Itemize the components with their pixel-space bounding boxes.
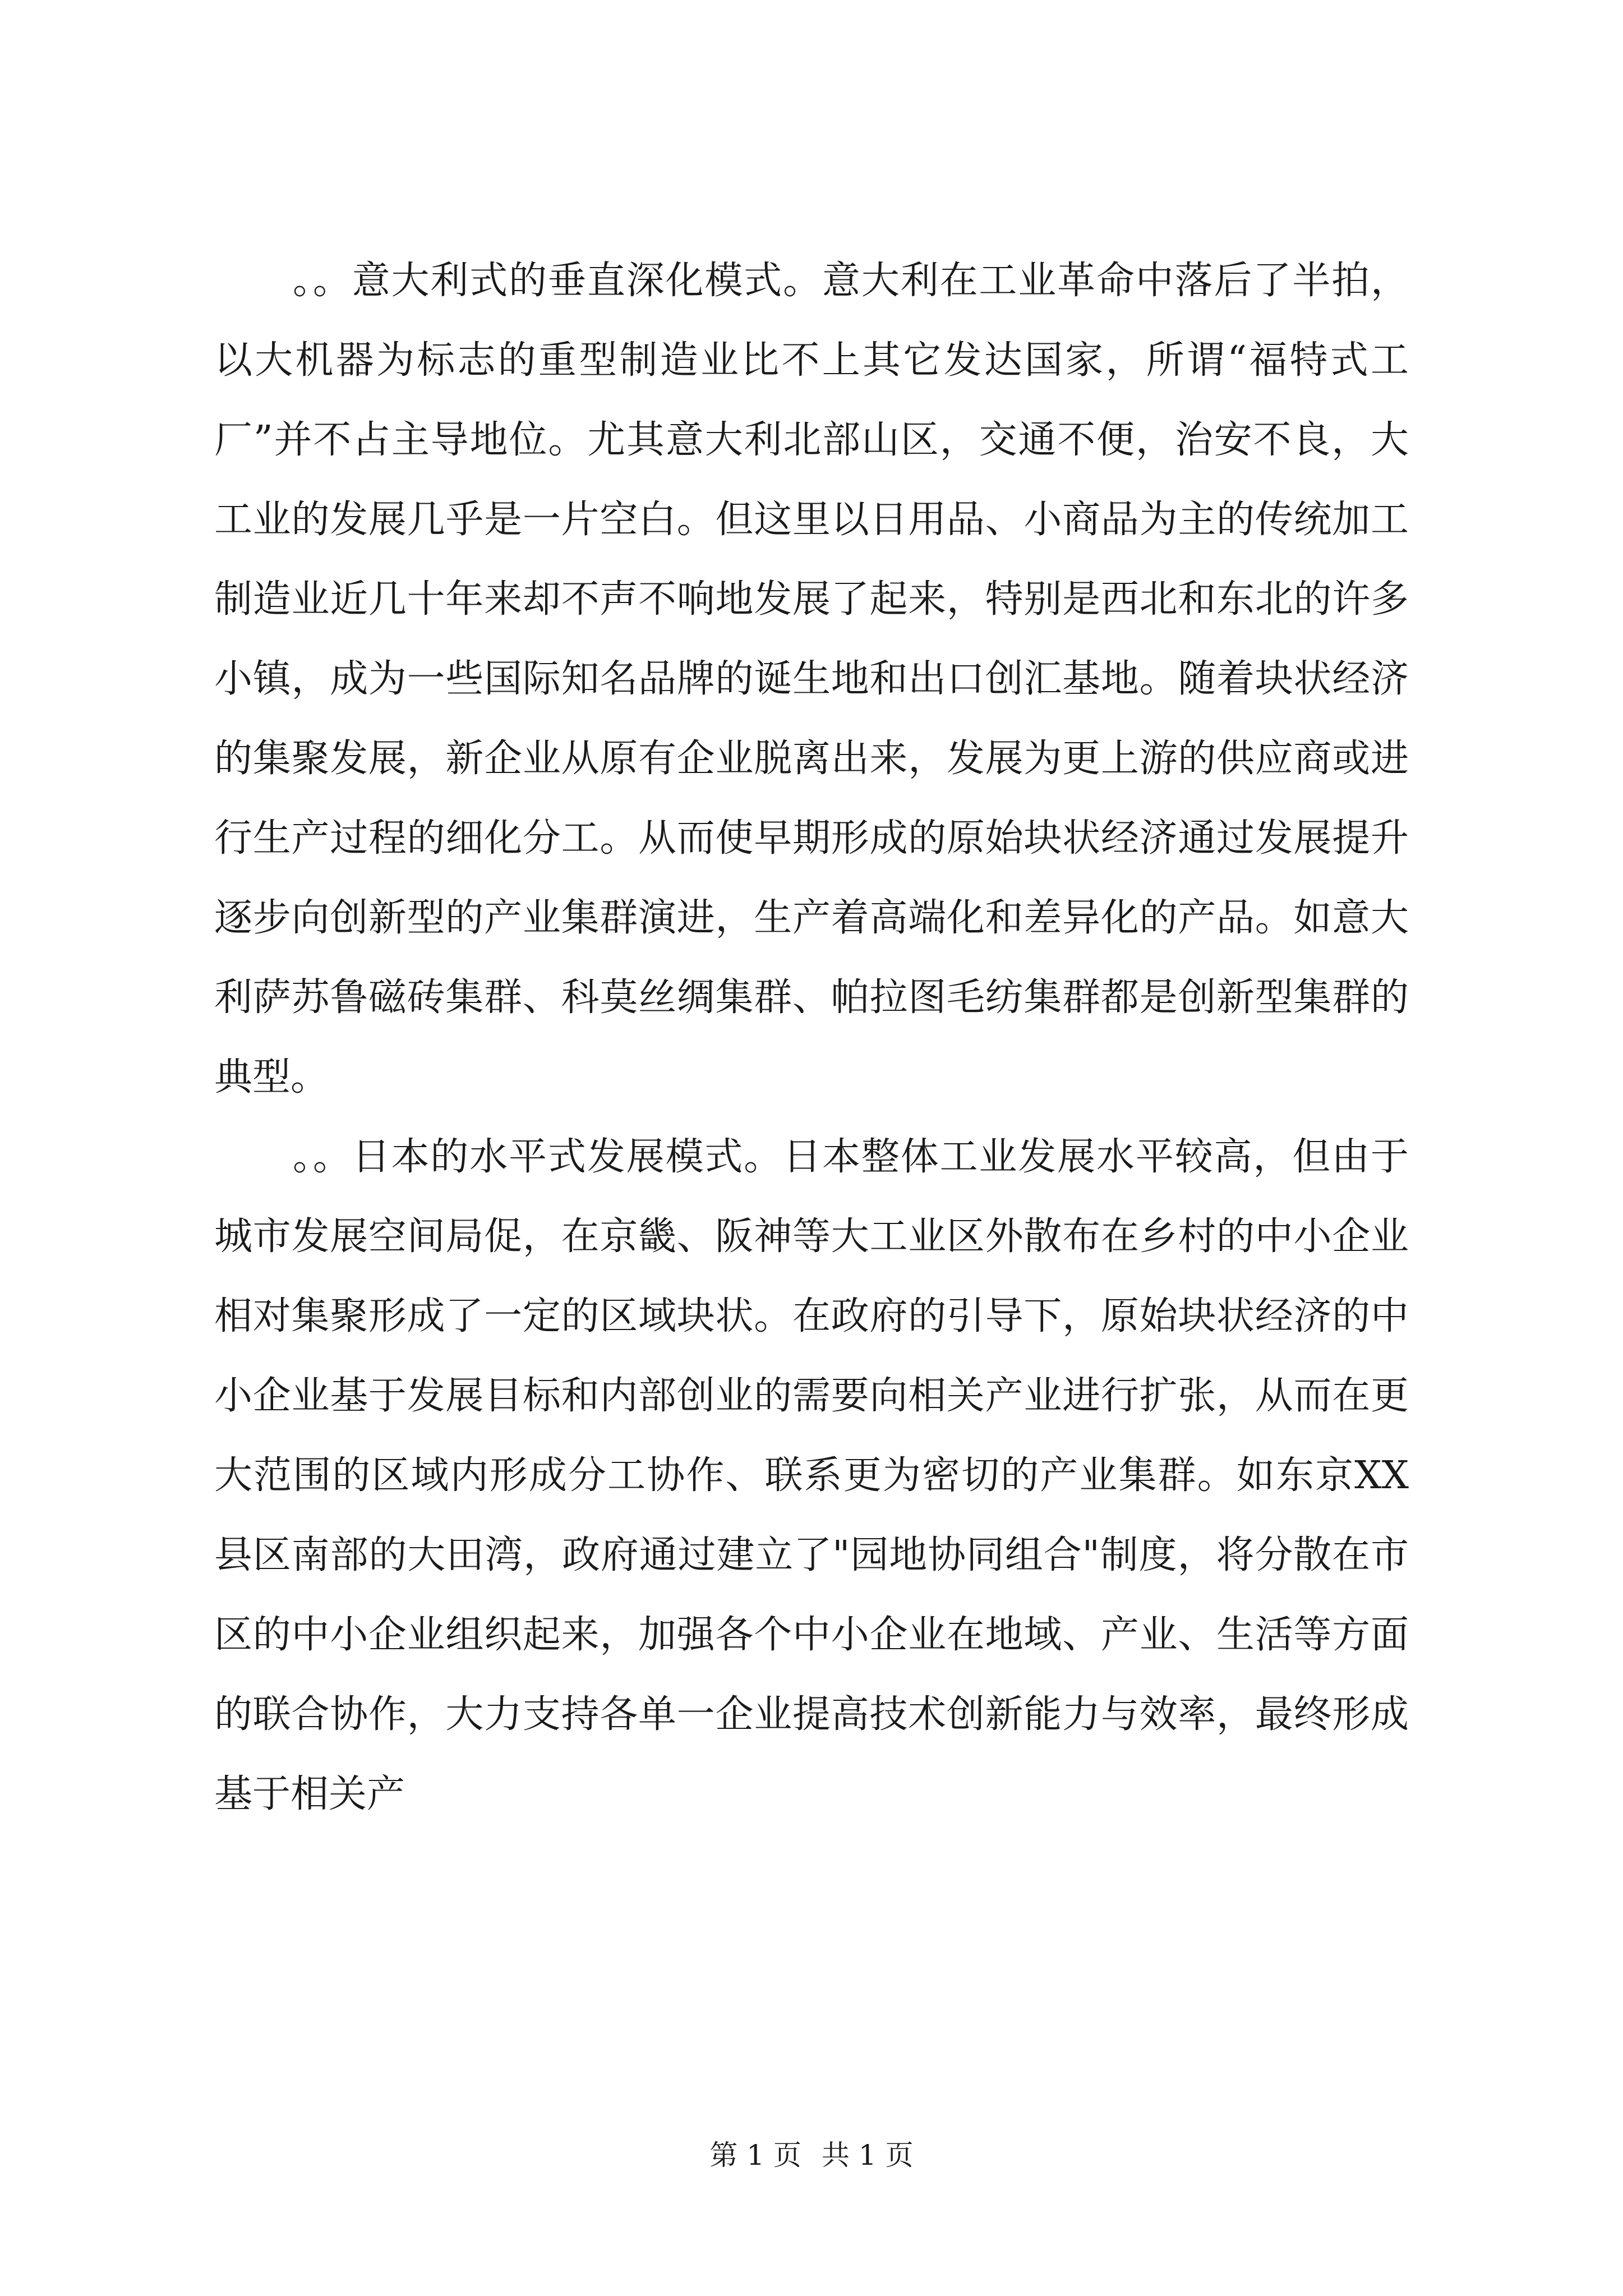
- page-total: 共 1 页: [822, 2139, 914, 2171]
- document-body: [214, 241, 1409, 1834]
- page-number: 第 1 页: [709, 2139, 801, 2171]
- paragraph-japanese-model: 。。日本的水平式发展模式。日本整体工业发展水平较高，但由于城市发展空间局促，在京畿、阪神等大工业区外散布在乡村的中小企业相对集聚形成了一定的区域块状。在政府的引导下，原始块状经济的中小企业基于发展目标和内部创业的需要向相关产业进行扩张，从而在更大范围的区域内形成分工协作、联系更为密切的产业集群。如东京XX县区南部的大田湾，政府通过建立了"园地协同组合"制度，将分散在市区的中小企业组织起来，加强各个中小企业在地域、产业、生活等方面的联合协作，大力支持各单一企业提高技术创新能力与效率，最终形成基于相关产: [214, 1135, 1409, 1816]
- page-footer: [0, 2138, 1623, 2172]
- paragraph-italian-model: 。。意大利式的垂直深化模式。意大利在工业革命中落后了半拍，以大机器为标志的重型制造业比不上其它发达国家，所谓“福特式工厂”并不占主导地位。尤其意大利北部山区，交通不便，治安不良，大工业的发展几乎是一片空白。但这里以日用品、小商品为主的传统加工制造业近几十年来却不声不响地发展了起来，特别是西北和东北的许多小镇，成为一些国际知名品牌的诞生地和出口创汇基地。随着块状经济的集聚发展，新企业从原有企业脱离出来，发展为更上游的供应商或进行生产过程的细化分工。从而使早期形成的原始块状经济通过发展提升逐步向创新型的产业集群演进，生产着高端化和差异化的产品。如意大利萨苏鲁磁砖集群、科莫丝绸集群、帕拉图毛纺集群都是创新型集群的典型。: [214, 259, 1409, 1099]
